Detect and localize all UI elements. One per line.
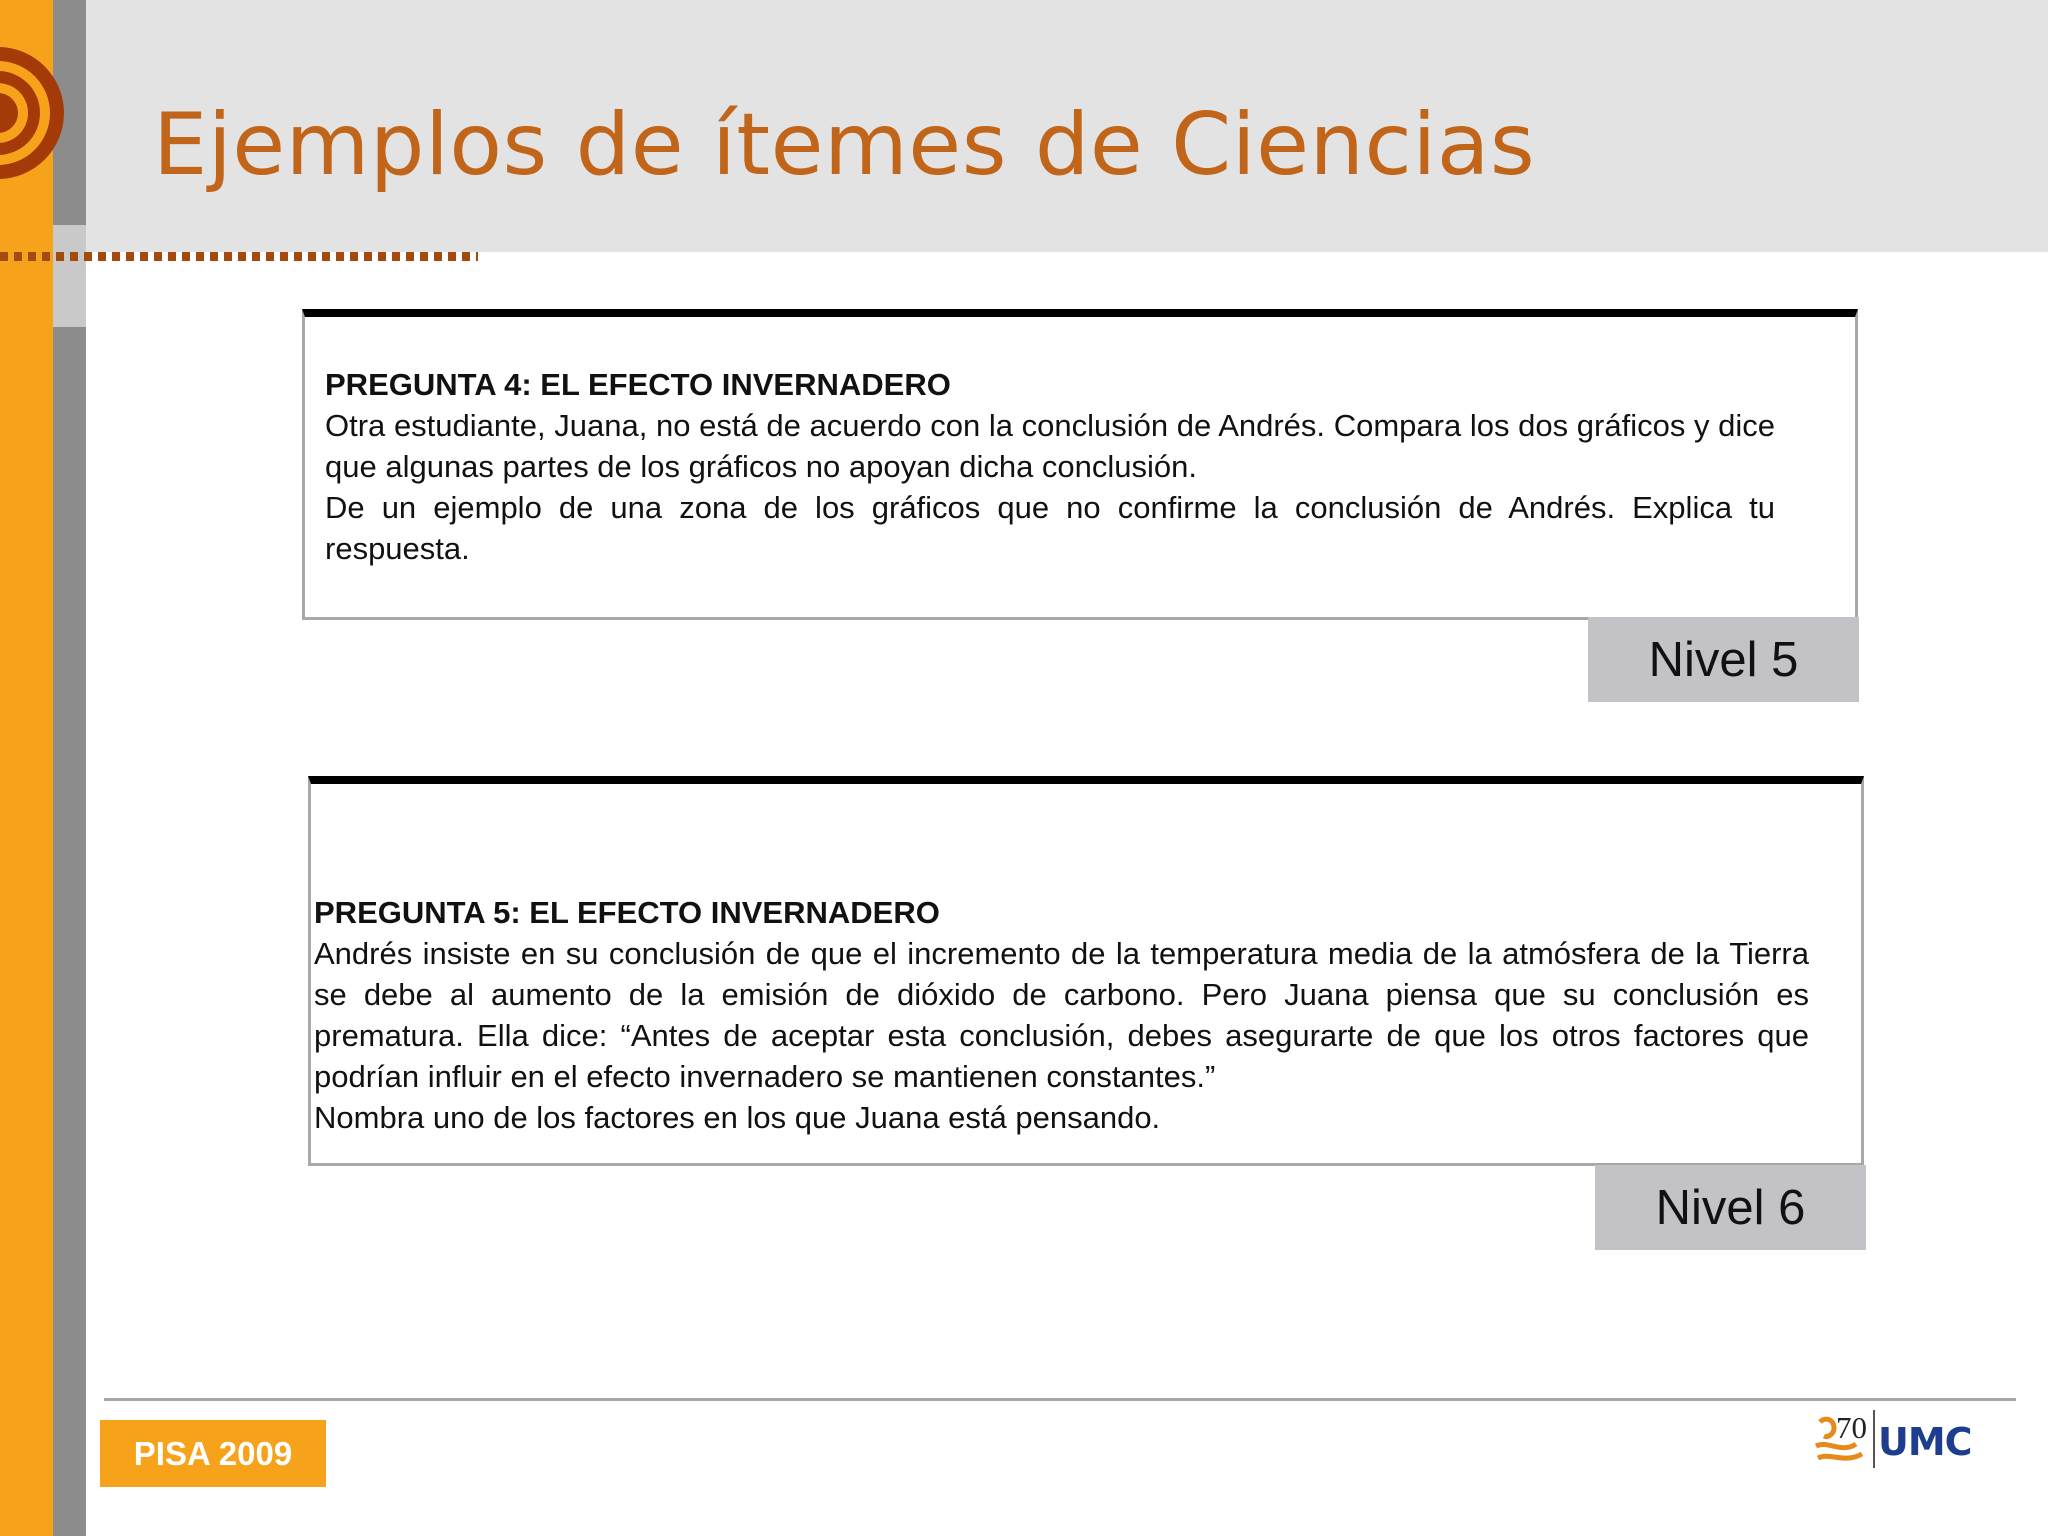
slide-title: Ejemplos de ítemes de Ciencias xyxy=(153,95,1536,195)
page-number: 70 xyxy=(1836,1410,1867,1445)
level-badge: Nivel 5 xyxy=(1588,617,1859,702)
question-paragraph: De un ejemplo de una zona de los gráficos que no confirme la conclusión de Andrés. Explica tu respuesta. xyxy=(325,490,1775,566)
question-title: PREGUNTA 4: EL EFECTO INVERNADERO xyxy=(325,367,951,402)
logo-divider xyxy=(1873,1410,1875,1468)
umc-logo-text: UMC xyxy=(1878,1420,1972,1464)
question-text xyxy=(325,364,1775,569)
left-gray-strip-highlight xyxy=(53,225,86,327)
question-paragraph: Nombra uno de los factores en los que Juana está pensando. xyxy=(314,1100,1161,1135)
question-card-4 xyxy=(302,309,1858,620)
footer-divider xyxy=(104,1398,2016,1401)
left-orange-strip xyxy=(0,0,53,1536)
question-card-5 xyxy=(308,776,1864,1166)
question-paragraph: Andrés insiste en su conclusión de que el incremento de la temperatura media de la atmósfera de la Tierra se debe al aumento de la emisión de dióxido de carbono. Pero Juana piensa que su conclusión es prematura. Ella dice: “Antes de aceptar esta conclusión, debes asegurarte de que los otros factores que podrían influir en el efecto invernadero se mantienen constantes.” xyxy=(314,936,1809,1094)
umc-logo xyxy=(1812,1410,1972,1472)
swirl-logo-icon xyxy=(0,45,66,181)
dotted-divider xyxy=(0,252,478,261)
pisa-badge: PISA 2009 xyxy=(100,1420,326,1487)
level-badge: Nivel 6 xyxy=(1595,1165,1866,1250)
question-title: PREGUNTA 5: EL EFECTO INVERNADERO xyxy=(314,895,940,930)
question-text xyxy=(314,892,1809,1138)
question-paragraph: Otra estudiante, Juana, no está de acuerdo con la conclusión de Andrés. Compara los dos gráficos y dice que algunas partes de los gráficos no apoyan dicha conclusión. xyxy=(325,408,1775,484)
